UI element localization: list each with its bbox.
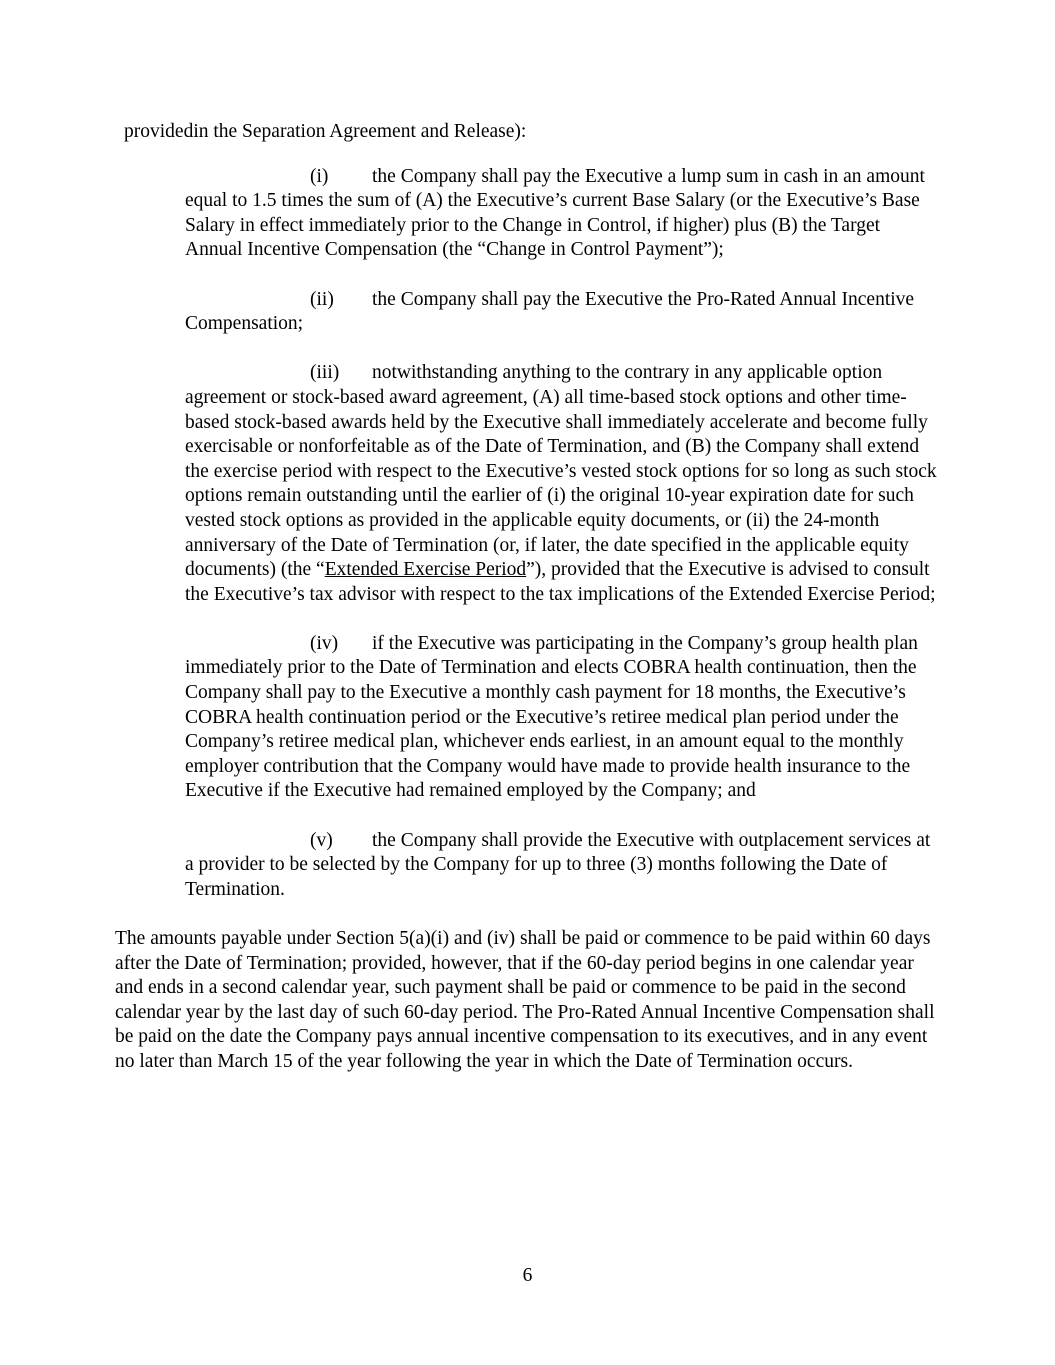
closing-paragraph: The amounts payable under Section 5(a)(i) and (iv) shall be paid or commence to be paid within 60 days after the Date of Termination; provided, however, that if the 60-day period begins in one calendar year and ends in a second calendar year, such payment shall be paid or commence to be paid in the second calendar year by the last day of such 60-day period. The Pro-Rated Annual Incentive Compensation shall be paid on the date the Company pays annual incentive compensation to its executives, and in any event no later than March 15 of the year following the year in which the Date of Termination occurs. [115, 928, 935, 1072]
clause-iii-number: (iii) [310, 362, 340, 384]
clause-iii-text-post: ”), provided that the Executive is advised to consult the Executive’s tax advisor with respect to the tax implications of the Extended Exercise Period; [185, 559, 936, 605]
clause-iv-text: if the Executive was participating in the Company’s group health plan immediately prior to the Date of Termination and elects COBRA health continuation, then the Company shall pay to the Executive a monthly cash payment for 18 months, the Executive’s COBRA health continuation period or the Executive’s retiree medical plan period under the Company’s retiree medical plan, whichever ends earliest, in an amount equal to the monthly employer contribution that the Company would have made to provide health insurance to the Executive if the Executive had remained employed by the Company; and [185, 632, 918, 802]
clause-iv [185, 632, 940, 804]
clause-i [185, 165, 940, 263]
clause-v-text: the Company shall provide the Executive with outplacement services at a provider to be selected by the Company for up to three (3) months following the Date of Termination. [185, 829, 931, 900]
page-number: 6 [522, 1265, 533, 1286]
clause-iii [185, 361, 940, 607]
clause-ii-text: the Company shall pay the Executive the Pro-Rated Annual Incentive Compensation; [185, 288, 915, 335]
clause-ii [185, 288, 940, 337]
defined-term-extended-exercise-period: Extended Exercise Period [324, 559, 527, 581]
clause-v-number: (v) [310, 829, 333, 851]
clause-i-text: the Company shall pay the Executive a lump sum in cash in an amount equal to 1.5 times the sum of (A) the Executive’s current Base Salary (or the Executive’s Base Salary in effect immediately prior to the Change in Control, if higher) plus (B) the Target Annual Incentive Compensation (the “Change in Control Payment”); [185, 165, 925, 261]
clause-list [115, 165, 940, 903]
clause-iv-number: (iv) [310, 632, 339, 654]
clause-iii-text-pre: notwithstanding anything to the contrary in any applicable option agreement or stock-based award agreement, (A) all time-based stock options and other time-based stock-based awards held by the Executive shall immediately accelerate and become fully exercisable or nonforfeitable as of the Date of Termination, and (B) the Company shall extend the exercise period with respect to the Executive’s vested stock options for so long as such stock options remain outstanding until the earlier of (i) the original 10-year expiration date for such vested stock options as provided in the applicable equity documents, or (ii) the 24-month anniversary of the Date of Termination (or, if later, the date specified in the applicable equity documents) (the “ [185, 362, 937, 581]
clause-ii-number: (ii) [310, 288, 334, 310]
clause-v [185, 829, 940, 903]
clause-i-number: (i) [310, 165, 329, 187]
intro-line: providedin the Separation Agreement and Release): [124, 121, 527, 142]
